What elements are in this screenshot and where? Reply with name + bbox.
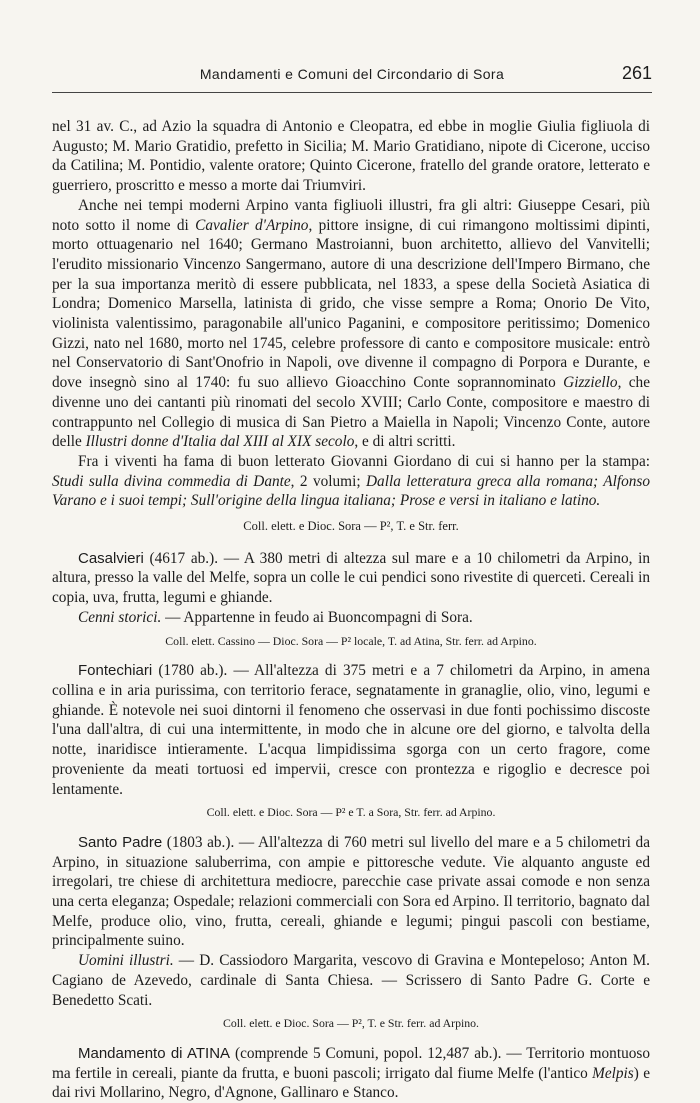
casalvieri-name: Casalvieri (78, 549, 144, 567)
santo-padre-entry: Santo Padre (1803 ab.). — All'altezza di 760 metri sul livello del mare e a 5 chilometri da Arpino, in situazione saluberrima, con ampie e pittoresche vedute. Vie alquanto anguste ed irregolari, tre chiese di architettura mediocre, parecchie case private assai comode e non senza una certa eleganza; Ospedale; relazioni commerciali con Sora ed Arpino. Il territorio, bagnato dal Melfe, produce olio, vino, frutta, cereali, ghiande e legumi; pingui pascoli con bestiame, principalmente suino. (52, 833, 650, 950)
fontechiari-name: Fontechiari (78, 662, 153, 680)
arpino-paragraph-3: Fra i viventi ha fama di buon letterato Giovanni Giordano di cui si hanno per la stampa: Studi sulla divina commedia di Dante, 2 volumi; Dalla letteratura greca alla romana; Alfonso Varano e i suoi tempi; Sull'origine della lingua italiana; Prose e versi in italiano e latino. (52, 452, 651, 510)
arpino-paragraph-1: nel 31 av. C., ad Azio la squadra di Antonio e Cleopatra, ed ebbe in moglie Giulia figliuola di Augusto; M. Mario Gratidio, prefetto in Sicilia; M. Mario Gratidiano, nipote di Cicerone, ucciso da Catilina; M. Pontidio, valente oratore; Quinto Cicerone, fratello del grande oratore, letterato e guerriero, proscritto e messo a morte dai Triumviri. (52, 118, 650, 195)
body-text (52, 117, 650, 1103)
atina-entry: Mandamento di ATINA (comprende 5 Comuni, popol. 12,487 ab.). — Territorio montuoso ma fertile in cereali, piante da frutta, e buoni pascoli; irrigato dal fiume Melfe (l'antico Melpis) e dai rivi Mollarino, Negro, d'Agnone, Gallinaro e Stanco. (52, 1044, 650, 1102)
santo-padre-name: Santo Padre (78, 833, 163, 851)
casalvieri-entry: Casalvieri (4617 ab.). — A 380 metri di altezza sul mare e a 10 chilometri da Arpino, in altura, presso la valle del Melfe, sopra un colle le cui pendici sono rivestite di querceti. Cereali in copia, uva, frutta, legumi e ghiande. (52, 549, 650, 607)
page-header (52, 63, 652, 93)
santo-padre-illustri: Uomini illustri. — D. Cassiodoro Margarita, vescovo di Gravina e Montepeloso; Anton M. Cagiano de Azevedo, cardinale di Santa Chiesa. — Scrissero di Santo Padre G. Corte e Benedetto Scati. (52, 952, 650, 1009)
fontechiari-entry: Fontechiari (1780 ab.). — All'altezza di 375 metri e a 7 chilometri da Arpino, in amena collina e in aria purissima, con territorio ferace, segnatamente in granaglie, olio, vino, legumi e ghiande. È notevole nei suoi dintorni il fenomeno che osservasi in due fonti pochissimo discoste l'una dall'altra, di cui una intermittente, in modo che in alcune ore del giorno, e talvolta della notte, inaridisce intieramente. L'acqua limpidissima sgorga con un certo fragore, come proveniente da meati tortuosi ed impervii, cresce con prontezza e rigoglio e decresce poi lentamente. (52, 662, 650, 798)
arpino-paragraph-2: Anche nei tempi moderni Arpino vanta figliuoli illustri, fra gli altri: Giuseppe Cesari, più noto sotto il nome di Cavalier d'Arpino, pittore insigne, di cui rimangono moltissimi dipinti, morto ottuagenario nel 1640; Germano Mastroianni, buon architetto, allievo del Vanvitelli; l'erudito missionario Vincenzo Sangermano, autore di una descrizione dell'Impero Birmano, che per la sua importanza meritò di essere pubblicata, nel 1833, a spese della Società Asiatica di Londra; Domenico Marsella, latinista di grido, che visse sempre a Roma; Onorio De Vito, violinista valentissimo, paragonabile all'unico Paganini, e compositore peritissimo; Domenico Gizzi, nato nel 1680, morto nel 1745, celebre professore di canto e compositore musicale: entrò nel Conservatorio di Sant'Onofrio in Napoli, ove divenne il compagno di Porpora e Durante, e dove insegnò sino al 1740: fu suo allievo Gioacchino Conte soprannominato Gizziello, che divenne uno dei cantanti più rinomati del secolo XVIII; Carlo Conte, compositore e maestro di contrappunto nel Collegio di musica di San Pietro a Maiella in Napoli; Vincenzo Conte, autore delle Illustri donne d'Italia dal XIII al XIX secolo, e di altri scritti. (52, 196, 650, 451)
casalvieri-notes: Cenni storici. — Appartenne in feudo ai Buoncompagni di Sora. (78, 608, 473, 626)
running-title: Mandamenti e Comuni del Circondario di Sora (199, 66, 505, 82)
santo-padre-reference-line: Coll. elett. e Dioc. Sora — P², T. e Str. ferr. ad Arpino. (222, 1016, 480, 1031)
fontechiari-reference-line: Coll. elett. e Dioc. Sora — P² e T. a Sora, Str. ferr. ad Arpino. (206, 805, 496, 820)
arpino-reference-line: Coll. elett. e Dioc. Sora — P², T. e Str. ferr. (243, 519, 459, 534)
casalvieri-reference-line: Coll. elett. Cassino — Dioc. Sora — P² locale, T. ad Atina, Str. ferr. ad Arpino. (165, 633, 537, 648)
page-number: 261 (621, 63, 652, 83)
atina-name: ATINA (186, 1044, 231, 1062)
